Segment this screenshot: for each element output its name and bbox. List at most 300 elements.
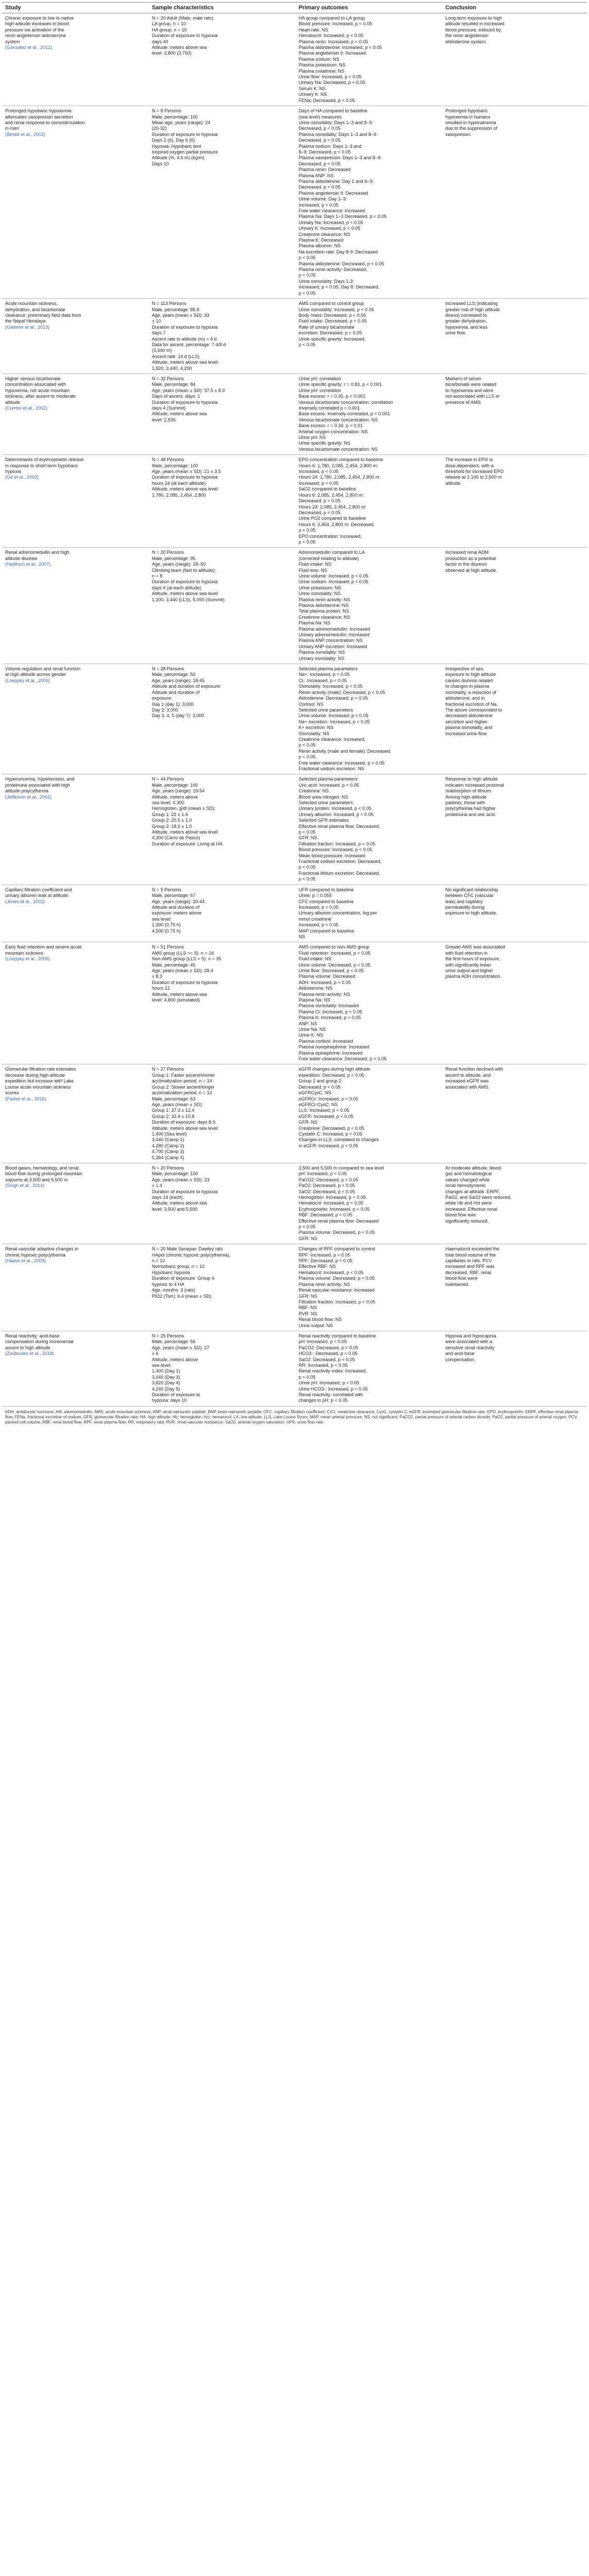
- cell-line: Urine HCO3-: Increased, p < 0.05: [299, 1386, 368, 1392]
- cell-line: Selected urine parameters: [299, 707, 353, 713]
- sample-cell: [149, 374, 296, 454]
- cell-line: increased eGFR was: [445, 1078, 489, 1084]
- cell-line: Decreased, p < 0.05: [299, 498, 341, 504]
- cell-line: Plasma osmolality: NS: [299, 650, 345, 655]
- study-cell: [2, 774, 149, 885]
- cell-line: sea level:: [152, 916, 172, 922]
- cell-line: Inspired oxygen partial pressure: [152, 149, 218, 155]
- cell-line: Altitude, meters above: [152, 794, 198, 800]
- cell-line: Renal reactivity: correlated with: [299, 1392, 363, 1397]
- cell-line: (sea level) measures: [299, 114, 342, 120]
- cell-line: blood flow was: [445, 1212, 476, 1218]
- cell-line: Plasma potassium: NS: [299, 62, 346, 68]
- cell-line: Plasma ANP: NS: [299, 173, 334, 178]
- primary-outcomes-cell: [296, 299, 442, 374]
- study-cell: [2, 548, 149, 664]
- cell-line: 4,300 (Cerro de Pasco): [152, 835, 200, 841]
- cell-line: days 7: [152, 330, 166, 336]
- cell-line: Altitude, meters above sea level:: [152, 1125, 219, 1131]
- study-citation-link[interactable]: (Bestle et al., 2002): [5, 131, 46, 137]
- cell-line: Base excess: r = 0.34, p < 0.01: [299, 423, 363, 429]
- cell-line: concentration associated with: [5, 382, 66, 387]
- study-citation-link[interactable]: (Jefferson et al., 2002): [5, 794, 51, 800]
- cell-line: Age, years (mean ± SD): 23: [152, 1177, 210, 1182]
- cell-line: Volume regulation and renal function: [5, 666, 81, 672]
- study-citation-link[interactable]: (Singh et al., 2014): [5, 1183, 45, 1189]
- cell-line: The above corresponded to: [445, 707, 503, 713]
- cell-line: Altitude, meters above sea: [152, 411, 207, 417]
- cell-line: n = 8: [152, 573, 163, 579]
- study-citation-link[interactable]: (Cumbo et al., 2002): [5, 405, 48, 411]
- cell-line: 1,100, 3,440 (LLS), 5,050 (Summit): [152, 597, 225, 602]
- cell-line: Age, years (range): 20-44: [152, 899, 205, 904]
- cell-line: Urinary albumin concentration, log per: [299, 910, 377, 916]
- sample-cell: [149, 1064, 296, 1163]
- cell-line: (20-32): [152, 126, 167, 131]
- cell-line: Urine pH: correlation: [299, 376, 341, 381]
- cell-line: Hours 24: 2,085, 2,454, 2,800 m:: [299, 504, 367, 510]
- cell-line: expedition: Decreased, p < 0.05: [299, 1072, 365, 1078]
- cell-line: eGFRCysC: NS: [299, 1090, 332, 1096]
- cell-line: Duration of exposure: days 8-9: [152, 1120, 216, 1125]
- cell-line: Plasma Na: NS: [299, 620, 331, 626]
- cell-line: Age, years (mean ± SD): 28.4: [152, 968, 213, 973]
- cell-line: increased and RPF was: [445, 1264, 495, 1269]
- cell-line: Day 3, 4, 5 (day 7): 3,000: [152, 713, 204, 719]
- cell-line: dehydration, and bicarbonate: [5, 307, 65, 312]
- cell-line: Duration of exposure: Group 4: [152, 1276, 215, 1281]
- document-page: [2, 2, 587, 1425]
- cell-line: ± 1.4: [152, 1183, 162, 1189]
- cell-line: increased. Effective renal: [445, 1206, 497, 1212]
- cell-line: hypoxemia in humans: [445, 114, 491, 120]
- cell-line: eGFRCr-CysC: NS: [299, 1101, 338, 1107]
- cell-line: blood pressure, induced by: [445, 27, 501, 32]
- cell-line: 3,440 (Camp 1): [152, 1137, 184, 1143]
- study-citation-link[interactable]: (Jones et al., 2002): [5, 899, 45, 904]
- cell-line: N = 27 Persons: [152, 1066, 184, 1072]
- cell-line: days 4 (at each altitude): [152, 585, 202, 590]
- cell-line: Age, years (mean ± SD): 21 ± 3.5: [152, 469, 221, 474]
- conclusion-cell: [442, 1331, 587, 1406]
- cell-line: dose-dependent, with a: [445, 463, 494, 468]
- cell-line: urine flow.: [445, 330, 466, 336]
- cell-line: Fluid intake: NS: [299, 562, 332, 567]
- cell-line: Urine volume: Day 1–3:: [299, 196, 348, 202]
- cell-line: N = 28 Persons: [152, 666, 184, 672]
- cell-line: increased urine flow.: [445, 731, 488, 736]
- cell-line: leak) and capillary: [445, 899, 483, 904]
- cell-line: Creatinine: NS: [299, 788, 329, 794]
- cell-line: aldosterone, and in: [445, 696, 485, 701]
- cell-line: Altitude, meters above sea level:: [152, 360, 219, 365]
- cell-line: HA group compared to LA group: [299, 15, 365, 21]
- cell-line: Haematocrit exceeded the: [445, 1246, 500, 1252]
- cell-line: Age, years (mean ± SD): 37.5 ± 8.3: [152, 387, 225, 393]
- cell-line: Urine K: NS: [299, 1032, 323, 1038]
- cell-line: Plasma osmolality: Days 1–3 and 8–9:: [299, 131, 378, 137]
- cell-line: altitude polycythemia: [5, 788, 49, 794]
- cell-line: vasopressin.: [445, 131, 472, 137]
- cell-line: Chronic exposure to low to native: [5, 15, 74, 21]
- cell-line: Duration of exposure to hypoxia:: [152, 1189, 219, 1194]
- cell-line: ANP: NS: [299, 1021, 318, 1026]
- cell-line: Urine pH: correlation: [299, 387, 341, 393]
- cell-line: Response to high altitude: [445, 776, 498, 782]
- primary-outcomes-cell: [296, 1064, 442, 1163]
- study-citation-link[interactable]: (Haditsch et al., 2007): [5, 562, 51, 567]
- cell-line: N = 20 Persons: [152, 1165, 184, 1171]
- cell-line: causes diuresis related: [445, 677, 493, 683]
- cell-line: days 14 (each): [152, 1195, 183, 1200]
- primary-outcomes-cell: [296, 942, 442, 1064]
- header-study: Study: [2, 3, 149, 13]
- study-cell: [2, 1064, 149, 1163]
- cell-line: Heart rate: NS: [299, 27, 328, 32]
- cell-line: pressure via activation of the: [5, 27, 64, 32]
- cell-line: NS: [299, 934, 305, 939]
- cell-line: Blood pressure: Increased, p < 0.05: [299, 21, 372, 27]
- cell-line: Plasma angiotensin II: Decreased: [299, 190, 368, 196]
- cell-line: Plasma albumin: NS: [299, 243, 341, 249]
- cell-line: hypoxia: days 10: [152, 1398, 187, 1403]
- cell-line: K+ excretion: NS: [299, 725, 334, 731]
- cell-line: Mean blood pressure: Increased: [299, 853, 366, 858]
- cell-line: Age, years (mean ± SD): 27: [152, 1345, 210, 1350]
- studies-table: [2, 2, 587, 1406]
- cell-line: Urine osmolality: NS: [299, 591, 341, 597]
- cell-line: aldosterone system.: [445, 39, 487, 44]
- cell-line: Plasma renin activity: NS: [299, 991, 351, 997]
- cell-line: RVR: NS: [299, 1311, 318, 1316]
- cell-line: at high altitude across gender: [5, 672, 66, 677]
- cell-line: Data for ascent, percentage: 7 d/8 d: [152, 342, 226, 347]
- sample-cell: [149, 106, 296, 299]
- cell-line: Duration of exposure to hypoxia:: [152, 474, 219, 480]
- cell-line: hours 24 (at each altitude): [152, 480, 206, 486]
- table-row: [2, 13, 587, 106]
- study-citation-link[interactable]: (Loeppky et al., 2005): [5, 956, 50, 962]
- cell-line: Group 1: 37.3 ± 12.4: [152, 1108, 195, 1113]
- conclusion-cell: [442, 774, 587, 885]
- cell-line: Age, years (mean ± SD): 33: [152, 312, 210, 318]
- cell-line: Group 1: 22 ± 1.6: [152, 811, 188, 817]
- cell-line: Duration of exposure to hypoxia:: [152, 979, 219, 985]
- cell-line: Increased, p < 0.05, Day 8: Decreased,: [299, 284, 379, 290]
- study-citation-link[interactable]: (Ge et al., 2002): [5, 474, 39, 480]
- cell-line: Age, months: 3 (rats): [152, 1287, 196, 1293]
- cell-line: Plasma aldosterone: Day 1 and 8–9:: [299, 178, 374, 184]
- sample-cell: [149, 455, 296, 548]
- cell-line: Renal blood flow: NS: [299, 1317, 342, 1323]
- cell-line: Uric acid: Increased, p < 0.05: [299, 782, 359, 788]
- cell-line: exposure to high altitude.: [445, 910, 497, 916]
- cell-line: Venous bicarbonate concentration: NS: [299, 446, 378, 452]
- primary-outcomes-cell: [296, 106, 442, 299]
- cell-line: 1,300 (0.75 h): [152, 922, 181, 928]
- cell-line: p < 0.05: [299, 290, 316, 296]
- cell-line: in men: [5, 126, 20, 131]
- cell-line: (corrected relating to altitude): [299, 555, 359, 561]
- cell-line: (3,440 m): [152, 348, 172, 353]
- cell-line: changes in pH: p < 0.05: [299, 1398, 348, 1403]
- study-cell: [2, 455, 149, 548]
- conclusion-cell: [442, 299, 587, 374]
- table-row: [2, 374, 587, 454]
- cell-line: blood flow were: [445, 1276, 478, 1281]
- cell-line: Creatinine clearance: NS: [299, 614, 351, 620]
- cell-line: Hypoxia: Hypobaric tent: [152, 143, 201, 149]
- conclusion-cell: [442, 1244, 587, 1331]
- cell-line: Increased, p < 0.05: [299, 922, 339, 928]
- cell-line: Urine specific gravity: NS: [299, 440, 351, 446]
- study-citation-link[interactable]: (Loeppky et al., 2005): [5, 677, 50, 683]
- cell-line: AMS compared to non-AMS group: [299, 944, 370, 950]
- cell-line: p < 0.05: [299, 255, 316, 261]
- cell-line: Renal reactivity compared to baseline: [299, 1333, 376, 1338]
- conclusion-cell: [442, 374, 587, 454]
- primary-outcomes-cell: [296, 13, 442, 106]
- cell-line: PaO2: Decreased, p < 0.05: [299, 1183, 355, 1189]
- cell-line: Altitude, meters above sea: [152, 1200, 207, 1206]
- cell-line: with significantly lower: [445, 962, 492, 968]
- cell-line: Urine volume: Decreased, p < 0.05: [299, 962, 371, 968]
- cell-line: exposure: meters above: [152, 910, 202, 916]
- cell-line: Glomerular filtration rate estimates: [5, 1066, 76, 1072]
- cell-line: p < 0.05: [299, 829, 316, 835]
- cell-line: factor in the diuresis: [445, 562, 487, 567]
- cell-line: Na+: Increased, p < 0.05: [299, 672, 350, 677]
- study-citation-link[interactable]: (Zouboules et al., 2018): [5, 1351, 55, 1357]
- cell-line: decrease during high-altitude: [5, 1072, 65, 1078]
- cell-line: Ascent rate: 14 d (LLS): [152, 353, 200, 359]
- cell-line: Duration of exposure to hypoxia:: [152, 131, 219, 137]
- cell-line: the first hours of exposure,: [445, 956, 500, 962]
- cell-line: Creatinine clearance: NS: [299, 231, 351, 237]
- header-conclusion: Conclusion: [442, 3, 587, 13]
- cell-line: Hemoglobin: Increased, p < 0.05: [299, 1195, 366, 1200]
- table-row: [2, 774, 587, 885]
- cell-line: fractional excretion of Na.: [445, 701, 498, 707]
- study-citation-link[interactable]: (Haase et al., 2009): [5, 1258, 46, 1264]
- cell-line: Duration of exposure to hypoxia:: [152, 324, 219, 330]
- cell-line: Plasma cortisol: Increased: [299, 1038, 353, 1044]
- cell-line: Changes of RPF compared to control: [299, 1246, 375, 1252]
- cell-line: Urinary albumin: Increased, p < 0.05: [299, 811, 374, 817]
- study-citation-link[interactable]: (Gonzalez et al., 2012): [5, 45, 53, 50]
- table-row: [2, 548, 587, 664]
- study-cell: [2, 106, 149, 299]
- cell-line: plasma osmolality, and: [445, 725, 492, 731]
- cell-line: EPO concentration: Increased,: [299, 533, 362, 539]
- cell-line: Changes in LLS: correlated to changes: [299, 1137, 379, 1143]
- cell-line: hypoxia: [5, 469, 22, 474]
- cell-line: Age, years (range): 18-45: [152, 677, 205, 683]
- cell-line: LLS: Increased, p < 0.05: [299, 1108, 350, 1113]
- cell-line: Fluid intake: NS: [299, 956, 332, 962]
- cell-line: Group 2: Slower ascent/longer: [152, 1084, 215, 1090]
- cell-line: Erythropoietin: Increased, p < 0.05: [299, 1206, 370, 1212]
- cell-line: N = 51 Persons: [152, 944, 184, 950]
- header-sample: Sample characteristics: [149, 3, 296, 13]
- cell-line: altitude.: [445, 480, 462, 486]
- primary-outcomes-cell: [296, 455, 442, 548]
- cell-line: to changes in plasma: [445, 684, 490, 689]
- cell-line: Urine: p = 0.055: [299, 893, 332, 899]
- cell-line: Rate of urinary bicarbonate: [299, 324, 355, 330]
- cell-line: p < 0.05: [299, 742, 316, 748]
- cell-line: hours 12: [152, 986, 170, 991]
- cell-line: Hemoglobin, g/dl (mean ± SD):: [152, 806, 216, 811]
- conclusion-cell: [442, 13, 587, 106]
- cell-line: sea level: 4,300: [152, 800, 185, 805]
- cell-line: Capillary filtration coefficient and: [5, 887, 72, 892]
- cell-line: level: 3,500 and 5,500: [152, 1206, 198, 1212]
- cell-line: Markers of serum: [445, 376, 482, 381]
- cell-line: Male, percentage: 67: [152, 893, 196, 899]
- cell-line: Plasma renin: Decreased: [299, 167, 351, 173]
- cell-line: Arterial oxygen concentration: NS: [299, 429, 368, 434]
- cell-line: 3,440 (Day 3): [152, 1374, 180, 1380]
- cell-line: Plasma aldosterone: Decreased, p < 0.05: [299, 261, 384, 266]
- cell-line: level: 4,800 (simulated): [152, 997, 200, 1003]
- cell-line: Urine Na: NS: [299, 1027, 326, 1032]
- conclusion-cell: [442, 1064, 587, 1163]
- cell-line: Ascent rate to altitude (m) = 4 d: [152, 336, 217, 342]
- cell-line: urine output and higher: [445, 968, 493, 973]
- cell-line: Urine osmolality: Days 1–3 and 8–9:: [299, 120, 373, 125]
- cell-line: Male, percentage: 63: [152, 1096, 196, 1101]
- cell-line: not associated with LLS or: [445, 394, 500, 399]
- cell-line: Among high-altitude: [445, 794, 487, 800]
- cell-line: Long-term exposure to high: [445, 15, 503, 21]
- cell-line: p < 0.05: [299, 754, 316, 760]
- cell-line: scores: [5, 1090, 19, 1096]
- cell-line: Increased, p < 0.05: [299, 469, 339, 474]
- study-citation-link[interactable]: (Parker et al., 2016): [5, 1096, 46, 1101]
- cell-line: Decreased, p < 0.05: [299, 184, 341, 190]
- cell-line: Plasma volume: Decreased, p < 0.05: [299, 1276, 375, 1281]
- cell-line: Urine flow: Decreased, p < 0.05: [299, 968, 364, 973]
- cell-line: N = 25 Persons: [152, 1333, 184, 1338]
- cell-line: N = 20 Male Spraque- Dawley rats: [152, 1246, 223, 1252]
- cell-line: Group 2: 20.5 ± 1.0: [152, 818, 192, 823]
- cell-line: total blood volume of the: [445, 1252, 496, 1258]
- cell-line: Decreased, p < 0.05: [299, 510, 341, 515]
- cell-line: Urine specific gravity: Increased,: [299, 336, 366, 342]
- cell-line: PaCO2: Decreased, p < 0.05: [299, 1177, 358, 1182]
- cell-line: Days 2 (6), Day 6 (6): [152, 138, 195, 143]
- cell-line: Plasma sodium: Days 1–3 and: [299, 143, 362, 149]
- cell-line: Normobaric group, n = 10: [152, 1264, 205, 1269]
- conclusion-cell: [442, 885, 587, 942]
- cell-line: renin angiotensin aldosterone: [5, 33, 66, 39]
- sample-cell: [149, 885, 296, 942]
- cell-line: ± 6: [152, 1351, 159, 1357]
- cell-line: Cortisol: NS: [299, 701, 324, 707]
- header-primary: Primary outcomes: [296, 3, 442, 13]
- cell-line: sensitive renal reactivity: [445, 1345, 495, 1350]
- cell-line: between CFC (vascular: [445, 893, 494, 899]
- cell-line: Male, percentage: 50: [152, 672, 196, 677]
- cell-line: Renal adrenomedullin and high: [5, 550, 70, 555]
- cell-line: Decreased, p < 0.05: [299, 161, 341, 166]
- cell-line: Osmolality: NS: [299, 731, 330, 736]
- cell-line: Urine osmolality: Days 1-3:: [299, 278, 354, 284]
- cell-line: associated with AMS.: [445, 1084, 490, 1090]
- cell-line: 1,780, 2,085, 2,454, 2,800: [152, 492, 206, 498]
- cell-line: ascent to high altitude: [5, 1345, 50, 1350]
- cell-line: Body mass: Decreased, p < 0.05: [299, 312, 366, 318]
- cell-line: Urinary K: Increased, p < 0.05: [299, 226, 360, 231]
- cell-line: Effective renal plasma flow: Decreased: [299, 1218, 379, 1224]
- table-row: [2, 885, 587, 942]
- cell-line: Urine volume: Increased, p < 0.05: [299, 713, 369, 719]
- table-row: [2, 299, 587, 374]
- sample-cell: [149, 664, 296, 774]
- cell-line: level: 2,835: [152, 417, 176, 422]
- cell-line: Early fluid retention and severe acute: [5, 944, 82, 950]
- cell-line: Hematocrit: Increased, p < 0.05: [299, 33, 363, 39]
- cell-line: N = 44 Persons: [152, 776, 184, 782]
- study-cell: [2, 942, 149, 1064]
- cell-line: Plasma K: Increased, p < 0.05: [299, 1015, 361, 1021]
- cell-line: maintained.: [445, 1281, 470, 1287]
- sample-cell: [149, 299, 296, 374]
- cell-line: RBF: NS: [299, 1305, 317, 1311]
- study-cell: [2, 1163, 149, 1244]
- cell-line: with fluid retention in: [445, 950, 488, 956]
- cell-line: LA group, n = 10: [152, 21, 186, 27]
- cell-line: Duration of exposure to: [152, 1392, 200, 1397]
- cell-line: Urine pH: Increased, p < 0.05: [299, 1380, 359, 1386]
- cell-line: Aldosterone: NS: [299, 986, 333, 991]
- cell-line: At moderate altitude, blood: [445, 1165, 501, 1171]
- cell-line: ADH: Increased, p < 0.05: [299, 979, 351, 985]
- cell-line: in eGFR: Increased, p < 0.05: [299, 1143, 358, 1148]
- cell-line: capillaries in rats. PCV: [445, 1258, 492, 1264]
- cell-line: Aldosterone: Decreased, p < 0.05: [299, 696, 368, 701]
- cell-line: reabsorption of lithium.: [445, 788, 493, 794]
- cell-line: eGFR changes during high altitude: [299, 1066, 371, 1072]
- cell-line: resulted in hyponatremia: [445, 120, 496, 125]
- cell-line: Total plasma protein: NS: [299, 608, 350, 614]
- cell-line: Plasma Cl: Increased, p < 0.05: [299, 1009, 362, 1014]
- cell-line: Plasma adrenomedullin: Increased: [299, 626, 370, 632]
- cell-line: Cl-: Increased, p < 0.05: [299, 677, 347, 683]
- cell-line: Serum K: NS: [299, 86, 326, 91]
- study-cell: [2, 664, 149, 774]
- cell-line: MAP compared to baseline: [299, 928, 354, 934]
- cell-line: Na+ excretion: Increased, p < 0.05: [299, 719, 370, 724]
- cell-line: Male, percentage: 100: [152, 782, 198, 788]
- cell-line: Free water clearance: Increased: [299, 208, 366, 213]
- cell-line: N = 113 Persons: [152, 301, 186, 307]
- table-row: [2, 1331, 587, 1406]
- cell-line: 4,280 (Camp 2): [152, 1143, 184, 1148]
- study-cell: [2, 374, 149, 454]
- cell-line: Plasma ANP concentration: NS: [299, 638, 363, 643]
- cell-line: observed at high altitude.: [445, 567, 497, 573]
- cell-line: Blood gases, hematology, and renal: [5, 1165, 79, 1171]
- study-citation-link[interactable]: (Gatterer et al., 2013): [5, 324, 50, 330]
- cell-line: p < 0.05: [299, 539, 316, 545]
- cell-line: mmol creatinine: [299, 916, 332, 922]
- cell-line: acclimatization period, n = 14: [152, 1078, 212, 1084]
- cell-line: Increased, p < 0.05: [299, 202, 339, 208]
- cell-line: 4,790 (Camp 3): [152, 1149, 184, 1155]
- cell-line: Effective renal plasma flow: Decreased,: [299, 823, 380, 829]
